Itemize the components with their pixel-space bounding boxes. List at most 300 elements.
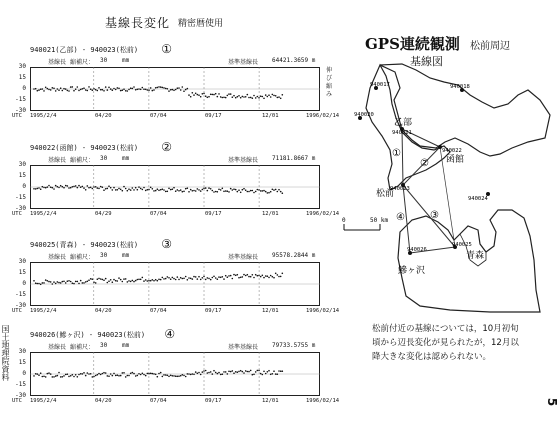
data-point (230, 93, 232, 95)
data-point (233, 188, 235, 190)
x-tick-label: 1995/2/4 (30, 308, 57, 314)
data-point (95, 89, 97, 91)
station-940022-label: 940022 (442, 148, 462, 154)
y-tick-label: 30 (18, 161, 26, 168)
data-point (170, 89, 172, 91)
data-point (145, 375, 147, 377)
panel-ref-label: 基準基線長 (228, 157, 259, 164)
data-point (245, 275, 247, 277)
data-point (252, 274, 254, 276)
data-point (100, 89, 102, 91)
data-point (198, 189, 200, 191)
data-point (270, 191, 272, 193)
data-point (160, 189, 162, 191)
data-point (155, 374, 157, 376)
data-point (243, 274, 245, 276)
data-point (152, 188, 154, 190)
data-point (42, 376, 44, 378)
data-point (180, 375, 182, 377)
baseline-1-line (402, 129, 403, 185)
data-point (148, 89, 150, 91)
data-point (47, 88, 49, 90)
y-tick-label: 30 (18, 348, 26, 355)
data-point (215, 191, 217, 193)
data-point (72, 186, 74, 188)
data-point (98, 188, 100, 190)
data-point (85, 89, 87, 91)
data-point (165, 191, 167, 193)
data-point (65, 185, 67, 187)
data-point (245, 370, 247, 372)
data-point (45, 187, 47, 189)
data-point (127, 281, 129, 283)
data-point (40, 372, 42, 374)
data-point (85, 189, 87, 191)
data-point (162, 376, 164, 378)
station-940024-label: 940024 (468, 196, 488, 202)
panel-ref-value: 95578.2844 m (272, 252, 316, 259)
data-point (88, 187, 90, 189)
data-point (35, 188, 37, 190)
data-point (177, 87, 179, 89)
data-point (92, 278, 94, 280)
data-point (242, 371, 244, 373)
data-point (235, 275, 237, 277)
data-point (77, 376, 79, 378)
data-point (140, 188, 142, 190)
data-point (223, 191, 225, 193)
data-point (212, 94, 214, 96)
data-point (275, 189, 277, 191)
data-point (143, 374, 145, 376)
y-tick-label: 15 (18, 359, 26, 366)
x-tick-label: 07/04 (150, 308, 167, 314)
panel-scale-value: 30 (100, 252, 108, 259)
data-point (38, 89, 40, 91)
note-text: 松前付近の基線については，10月初旬頃から辺長変化が見られたが，12月以降大きな変化は認められない。 (372, 324, 519, 362)
panel-scale-value: 30 (100, 342, 108, 349)
x-tick-label: 09/17 (205, 113, 222, 119)
y-tick-label: 30 (18, 63, 26, 70)
data-point (237, 371, 239, 373)
data-point (153, 373, 155, 375)
data-point (250, 276, 252, 278)
data-point (107, 375, 109, 377)
data-point (40, 284, 42, 286)
data-point (247, 94, 249, 96)
data-point (188, 191, 190, 193)
y-tick-label: 15 (18, 269, 26, 276)
data-point (38, 283, 40, 285)
data-point (252, 97, 254, 99)
data-point (205, 370, 207, 372)
data-point (170, 189, 172, 191)
panel-scale-value: 30 (100, 155, 108, 162)
data-point (33, 188, 35, 190)
data-point (167, 375, 169, 377)
data-point (48, 89, 50, 91)
data-point (120, 375, 122, 377)
data-point (197, 94, 199, 96)
data-point (185, 376, 187, 378)
data-point (272, 189, 274, 191)
data-point (95, 186, 97, 188)
data-point (178, 190, 180, 192)
data-point (195, 276, 197, 278)
data-point (157, 376, 159, 378)
data-point (278, 189, 280, 191)
data-point (40, 88, 42, 90)
data-point (243, 188, 245, 190)
y-tick-label: 0 (22, 370, 26, 377)
data-point (102, 186, 104, 188)
data-point (177, 189, 179, 191)
data-point (153, 89, 155, 91)
data-point (108, 280, 110, 282)
data-point (103, 372, 105, 374)
data-point (108, 375, 110, 377)
y-tick-label: -15 (15, 96, 26, 103)
data-point (157, 280, 159, 282)
data-point (277, 274, 279, 276)
data-point (122, 281, 124, 283)
data-point (75, 185, 77, 187)
data-point (222, 97, 224, 99)
map-label: 基線図 (410, 55, 443, 68)
data-point (62, 376, 64, 378)
panel-ref-label: 基準基線長 (228, 254, 259, 261)
data-point (272, 373, 274, 375)
panel-ref-label: 基準基線長 (228, 344, 259, 351)
data-point (228, 275, 230, 277)
data-point (138, 186, 140, 188)
data-point (193, 276, 195, 278)
data-point (133, 281, 135, 283)
data-point (158, 190, 160, 192)
data-point (67, 373, 69, 375)
right-title: GPS連続観測 (365, 35, 460, 53)
data-point (208, 372, 210, 374)
data-point (103, 279, 105, 281)
data-point (198, 94, 200, 96)
data-point (43, 187, 45, 189)
data-point (240, 370, 242, 372)
data-point (75, 88, 77, 90)
data-point (67, 280, 69, 282)
data-point (233, 95, 235, 97)
data-point (152, 90, 154, 92)
data-point (238, 95, 240, 97)
data-point (238, 189, 240, 191)
data-point (58, 372, 60, 374)
data-point (115, 189, 117, 191)
data-point (250, 370, 252, 372)
data-point (183, 191, 185, 193)
data-point (122, 89, 124, 91)
data-point (243, 372, 245, 374)
data-point (47, 280, 49, 282)
data-point (155, 87, 157, 89)
data-point (223, 97, 225, 99)
data-point (230, 371, 232, 373)
data-point (190, 96, 192, 98)
data-point (135, 89, 137, 91)
data-point (55, 185, 57, 187)
data-point (227, 373, 229, 375)
data-point (133, 86, 135, 88)
data-point (57, 375, 59, 377)
data-point (202, 189, 204, 191)
data-point (150, 280, 152, 282)
data-point (255, 97, 257, 99)
data-point (167, 276, 169, 278)
data-point (92, 89, 94, 91)
data-point (187, 187, 189, 189)
data-point (78, 90, 80, 92)
city-aomori: 青森 (466, 251, 485, 261)
station-940026-label: 940026 (407, 247, 427, 253)
x-tick-label: 04/20 (95, 308, 112, 314)
city-ajigasawa: 鰺ヶ沢 (398, 266, 426, 276)
data-point (213, 370, 215, 372)
data-point (73, 186, 75, 188)
data-point (73, 90, 75, 92)
data-point (177, 276, 179, 278)
data-point (53, 88, 55, 90)
x-tick-label: 07/04 (150, 113, 167, 119)
city-otobe: 乙部 (394, 118, 413, 128)
data-point (33, 375, 35, 377)
data-point (212, 373, 214, 375)
data-point (42, 282, 44, 284)
route-label-4: ④ (396, 212, 405, 223)
data-point (48, 281, 50, 283)
data-point (252, 374, 254, 376)
data-point (43, 376, 45, 378)
data-point (185, 276, 187, 278)
data-point (278, 96, 280, 98)
data-point (270, 374, 272, 376)
data-point (95, 282, 97, 284)
data-point (142, 373, 144, 375)
data-point (88, 373, 90, 375)
data-point (142, 277, 144, 279)
data-point (220, 277, 222, 279)
data-point (35, 373, 37, 375)
data-point (282, 192, 284, 194)
data-point (222, 188, 224, 190)
station-940020-label: 940020 (354, 112, 374, 118)
data-point (142, 189, 144, 191)
data-point (47, 186, 49, 188)
data-point (273, 370, 275, 372)
data-point (235, 97, 237, 99)
utc-label: UTC (12, 113, 22, 119)
data-point (210, 94, 212, 96)
data-point (130, 281, 132, 283)
data-point (63, 281, 65, 283)
data-point (238, 371, 240, 373)
city-hakodate: 函館 (446, 155, 465, 165)
data-point (213, 276, 215, 278)
data-point (200, 374, 202, 376)
data-point (38, 187, 40, 189)
data-point (78, 374, 80, 376)
data-point (240, 277, 242, 279)
data-point (43, 90, 45, 92)
data-point (168, 277, 170, 279)
data-point (58, 282, 60, 284)
data-point (92, 188, 94, 190)
data-point (175, 375, 177, 377)
data-point (198, 372, 200, 374)
data-point (62, 281, 64, 283)
route-label-3: ③ (430, 210, 439, 221)
data-point (193, 190, 195, 192)
data-point (232, 96, 234, 98)
y-tick-label: -30 (15, 107, 26, 114)
data-point (202, 371, 204, 373)
panel-scale-unit: mm (122, 252, 130, 259)
data-point (217, 96, 219, 98)
data-point (153, 280, 155, 282)
data-point (142, 87, 144, 89)
data-point (143, 88, 145, 90)
panel-number: ① (161, 42, 173, 56)
data-point (33, 88, 35, 90)
station-940025-label: 940025 (452, 242, 472, 248)
data-point (65, 88, 67, 90)
data-point (183, 90, 185, 92)
data-point (165, 374, 167, 376)
data-point (90, 373, 92, 375)
data-point (200, 190, 202, 192)
data-point (158, 86, 160, 88)
data-point (125, 188, 127, 190)
data-point (228, 191, 230, 193)
data-point (50, 373, 52, 375)
panel-plot (30, 67, 320, 111)
data-point (282, 94, 284, 96)
data-point (77, 187, 79, 189)
data-point (97, 90, 99, 92)
data-point (220, 96, 222, 98)
data-point (70, 375, 72, 377)
scale-zero: 0 (342, 217, 346, 224)
data-point (187, 279, 189, 281)
scale-label: 50 km (370, 217, 389, 224)
data-point (87, 281, 89, 283)
data-point (208, 96, 210, 98)
data-point (147, 189, 149, 191)
data-point (50, 186, 52, 188)
data-point (110, 88, 112, 90)
data-point (277, 373, 279, 375)
data-point (100, 278, 102, 280)
data-point (240, 192, 242, 194)
data-point (215, 277, 217, 279)
station-940017-label: 940017 (370, 82, 390, 88)
data-point (262, 96, 264, 98)
data-point (257, 96, 259, 98)
data-point (157, 87, 159, 89)
data-point (205, 279, 207, 281)
data-point (208, 187, 210, 189)
data-point (278, 276, 280, 278)
data-point (130, 373, 132, 375)
data-point (262, 374, 264, 376)
panel-plot (30, 262, 320, 306)
x-tick-label: 09/17 (205, 308, 222, 314)
data-point (210, 279, 212, 281)
data-point (228, 371, 230, 373)
x-tick-label: 1996/02/14 (306, 113, 340, 119)
y-tick-label: 30 (18, 258, 26, 265)
page-number: 5 (545, 397, 560, 407)
data-point (148, 189, 150, 191)
data-point (112, 375, 114, 377)
data-point (178, 375, 180, 377)
data-point (250, 97, 252, 99)
data-point (253, 95, 255, 97)
data-point (145, 279, 147, 281)
data-point (38, 374, 40, 376)
panel-scale-unit: mm (122, 342, 130, 349)
data-point (225, 190, 227, 192)
data-point (140, 279, 142, 281)
data-point (257, 275, 259, 277)
data-point (183, 375, 185, 377)
data-point (57, 186, 59, 188)
data-point (58, 187, 60, 189)
data-point (232, 278, 234, 280)
data-point (190, 278, 192, 280)
data-point (68, 90, 70, 92)
honshu-coastline (398, 210, 540, 312)
data-point (240, 97, 242, 99)
data-point (217, 191, 219, 193)
y-tick-label: -15 (15, 291, 26, 298)
data-point (217, 373, 219, 375)
route-label-2: ② (420, 158, 429, 169)
data-point (260, 95, 262, 97)
data-point (153, 190, 155, 192)
data-point (47, 373, 49, 375)
x-tick-label: 04/20 (95, 113, 112, 119)
data-point (195, 93, 197, 95)
data-point (150, 87, 152, 89)
data-point (75, 374, 77, 376)
data-point (260, 373, 262, 375)
x-tick-label: 1995/2/4 (30, 211, 57, 217)
panel-ref-value: 71181.8667 m (272, 155, 316, 162)
utc-label: UTC (12, 308, 22, 314)
data-point (132, 372, 134, 374)
data-point (122, 190, 124, 192)
data-point (83, 282, 85, 284)
panel-scale-label: 縮補尺： (70, 344, 95, 351)
panel-header: 940025(青森) - 940023(松前) (30, 241, 139, 249)
data-point (107, 188, 109, 190)
panel-scale-label: 縮補尺： (70, 59, 95, 66)
data-point (93, 376, 95, 378)
data-point (52, 187, 54, 189)
data-point (102, 279, 104, 281)
data-point (42, 186, 44, 188)
data-point (62, 186, 64, 188)
data-point (187, 373, 189, 375)
panel-ref-label: 基準基線長 (228, 59, 259, 66)
